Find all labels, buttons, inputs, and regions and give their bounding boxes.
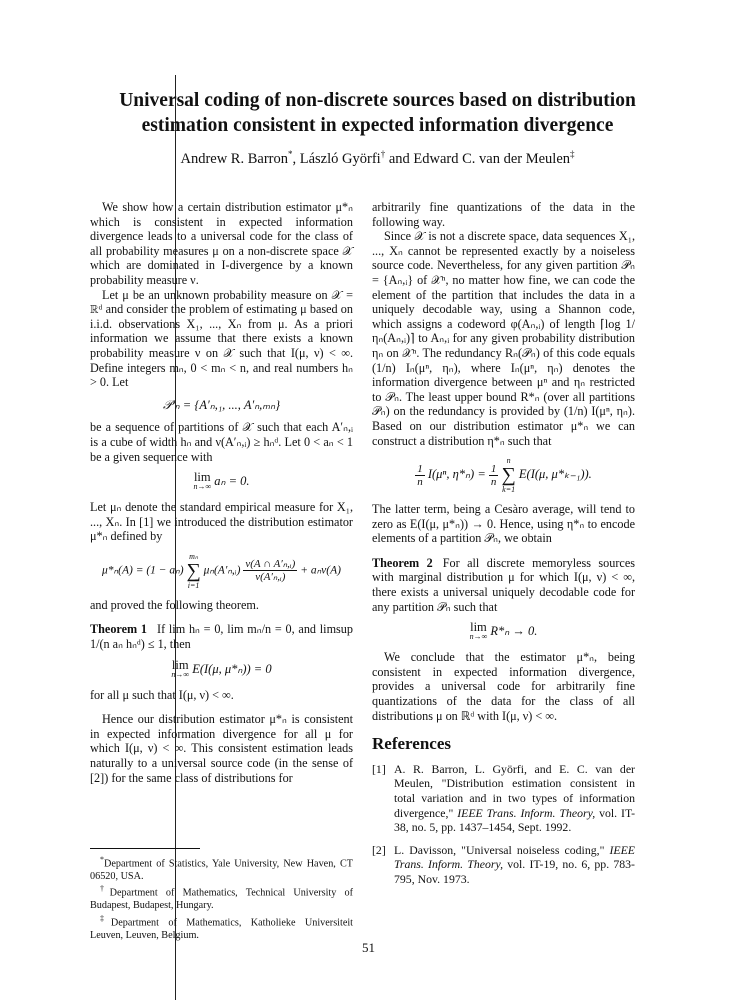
body-paragraph: arbitrarily fine quantizations of the data in the following way. [372,200,635,229]
body-paragraph: be a sequence of partitions of 𝒳 such that each A′ₙ,ᵢ is a cube of width hₙ and ν(A′ₙ,ᵢ) ≥ hₙᵈ. Let 0 < aₙ < 1 be a given sequence with [90,420,353,464]
reference-journal: IEEE Trans. Inform. Theory, [457,805,596,820]
theorem-heading: Theorem 2 [372,555,433,570]
footnote-mark: † [100,884,110,894]
footnote-mark: ‡ [100,913,111,923]
footnote-text: Department of Mathematics, Katholieke Universiteit Leuven, Leuven, Belgium. [90,917,354,941]
lim-subscript: n→∞ [193,482,212,492]
theorem-tail: for all μ such that I(μ, ν) < ∞. [90,687,234,702]
equation-estimator [90,552,353,590]
fraction [489,463,499,488]
footnote [90,883,353,912]
author-mark: ‡ [570,149,575,159]
theorem-heading: Theorem 1 [90,622,148,637]
fraction-numerator: 1 [490,462,497,475]
footnotes [90,848,353,942]
equation-theorem-1 [90,657,353,680]
footnote-rule [90,848,200,849]
author-name: Andrew R. Barron [180,150,288,167]
author-separator: , [292,150,300,167]
lim-text: lim [171,657,189,672]
limit-operator [193,472,211,492]
equation-lhs: I(μⁿ, η*ₙ) = [427,466,486,481]
title-line-2: estimation consistent in expected information divergence [141,115,614,136]
body-paragraph: Let μₙ denote the standard empirical measure for X₁, ..., Xₙ. In [1] we introduced the distribution estimator μ*ₙ defined by [90,500,353,544]
title-line-1: Universal coding of non-discrete sources based on distribution [119,90,636,111]
author-list [60,149,695,168]
sigma-icon: ∑ [501,464,516,487]
reference-text: A. R. Barron, L. Györfi, and E. C. van der Meulen, "Distribution estimation consistent in total variation and in two types of information divergence," [394,761,635,820]
fraction [415,463,425,488]
reference-item [372,843,635,887]
summation-operator [186,552,200,590]
page-number: 51 [362,940,375,955]
reference-body [394,762,635,835]
equation-partition: 𝒫′ₙ = {A′ₙ,₁, ..., A′ₙ,ₘₙ} [162,397,281,412]
reference-number: [2] [372,842,386,857]
reference-details: vol. IT-19, no. 6, pp. 783-795, Nov. 1973. [394,857,635,886]
sum-lower: k=1 [502,485,516,495]
reference-item [372,762,635,835]
author-name: László Györfi [299,150,381,167]
left-column [90,200,353,785]
theorem-2 [372,556,635,614]
footnote-text: Department of Statistics, Yale University, New Haven, CT 06520, USA. [90,858,353,882]
equation-redundancy [372,456,635,494]
body-paragraph: Since 𝒳 is not a discrete space, data sequences X₁, ..., Xₙ cannot be represented exactly by a noiseless source code. Nevertheless, for any given partition 𝒫ₙ = {Aₙ,ᵢ} of 𝒳ⁿ, no matter how fine, we can code the element of the partition that includes the data in a uniquely decodable way, using a Shannon code, which assigns a codeword φ(Aₙ,ᵢ) of length ⌈log 1/ηₙ(Aₙ,ᵢ)⌉ to Aₙ,ᵢ for any given probability distribution ηₙ on 𝒳ⁿ. The redundancy Rₙ(𝒫ₙ) of this code equals (1/n) Iₙ(μⁿ, ηₙ), where Iₙ(μⁿ, ηₙ) denotes the information divergence between μⁿ and ηₙ restricted to 𝒫ₙ. The least upper bound R*ₙ (over all partitions 𝒫ₙ) on the redundancy is provided by (1/n) I(μⁿ, ηₙ). Based on our distribution estimator μ*ₙ we can construct a distribution η*ₙ such that [372,229,635,448]
author-name: Edward C. van der Meulen [413,150,571,167]
body-paragraph: The latter term, being a Cesàro average, will tend to zero as E(I(μ, μ*ₙ)) → 0. Hence, using η*ₙ to encode elements of a partition 𝒫ₙ, we obtain [372,502,635,546]
equation-body: E(I(μ, μ*ₙ)) = 0 [192,661,272,676]
footnote-text: Department of Mathematics, Technical University of Budapest, Budapest, Hungary. [90,887,354,912]
fraction-denominator: ν(A′ₙ,ᵢ) [255,571,286,584]
abstract-paragraph: We show how a certain distribution estimator μ*ₙ which is consistent in expected information divergence leads to a universal code for the class of all probability measures μ on a non-discrete space 𝒳 which are dominated in I-divergence by a known probability measure ν. [90,200,353,287]
lim-text: lim [470,620,487,635]
lim-subscript: n→∞ [171,669,190,679]
reference-body [394,843,635,887]
sum-upper: n [506,456,511,466]
limit-operator [470,622,488,642]
body-paragraph: and proved the following theorem. [90,597,259,612]
fraction-denominator: n [417,475,423,488]
sum-lower: i=1 [187,580,200,590]
right-column [372,200,635,895]
summation-operator [502,456,516,494]
author-separator: and [385,150,414,167]
author-mark: † [380,149,386,159]
lim-text: lim [193,470,211,485]
reference-details: vol. IT-38, no. 5, pp. 1437–1454, Sept. 1992. [394,805,636,835]
lim-subscript: n→∞ [469,632,488,642]
fraction-denominator: n [490,475,497,488]
sum-upper: mₙ [189,551,199,561]
body-paragraph: We conclude that the estimator μ*ₙ, being consistent in expected information divergence, provides a universal code for arbitrarily fine quantizations of the data for the class of all distributions μ on ℝᵈ with I(μ, ν) < ∞. [372,650,635,723]
footnote [90,913,353,942]
reference-text: L. Davisson, "Universal noiseless coding," [394,842,610,857]
references-heading: References [372,734,451,754]
equation-term: μₙ(A′ₙ,ᵢ) [203,564,241,577]
equation-body: R*ₙ → 0. [490,624,538,639]
footnote-mark: * [100,855,104,864]
theorem-text: For all discrete memoryless sources with marginal distribution μ for which I(μ, ν) < ∞, there exists a universal uniquely decodable code for any partition 𝒫ₙ such that [372,555,635,614]
equation-rhs: E(I(μ, μ*ₖ₋₁)). [518,466,592,481]
theorem-1 [90,622,353,651]
reference-journal: IEEE Trans. Inform. Theory, [394,842,635,872]
reference-number: [1] [372,761,386,776]
equation-body: aₙ = 0. [214,473,250,488]
fraction [243,558,297,583]
body-paragraph: Let μ be an unknown probability measure on 𝒳 = ℝᵈ and consider the problem of estimating μ based on i.i.d. observations X₁, ..., Xₙ from μ. As a priori information we assume that there exists a known probability measure ν on 𝒳 such that I(μ, ν) < ∞. Define integers mₙ, 0 < mₙ < n, and real numbers hₙ > 0. Let [90,287,353,390]
body-paragraph: Hence our distribution estimator μ*ₙ is consistent in expected information divergence for all μ for which I(μ, ν) < ∞. This consistent estimation leads naturally to a universal source code (in the sense of [2]) for the same class of distributions for [90,712,353,785]
sigma-icon: ∑ [186,559,201,582]
theorem-text: If lim hₙ = 0, lim mₙ/n = 0, and limsup 1/(n aₙ hₙᵈ) ≤ 1, then [90,622,353,652]
equation-lhs: μ*ₙ(A) = (1 − aₙ) [102,564,184,577]
footnote [90,854,353,883]
paper-title [60,88,695,138]
equation-lim-a [90,472,353,492]
limit-operator [171,657,190,680]
author-mark: * [288,149,293,159]
fraction-numerator: 1 [417,462,423,475]
fraction-numerator: ν(A ∩ A′ₙ,ᵢ) [245,558,296,571]
equation-theorem-2 [372,622,635,642]
equation-rhs: + aₙν(A) [300,564,341,577]
